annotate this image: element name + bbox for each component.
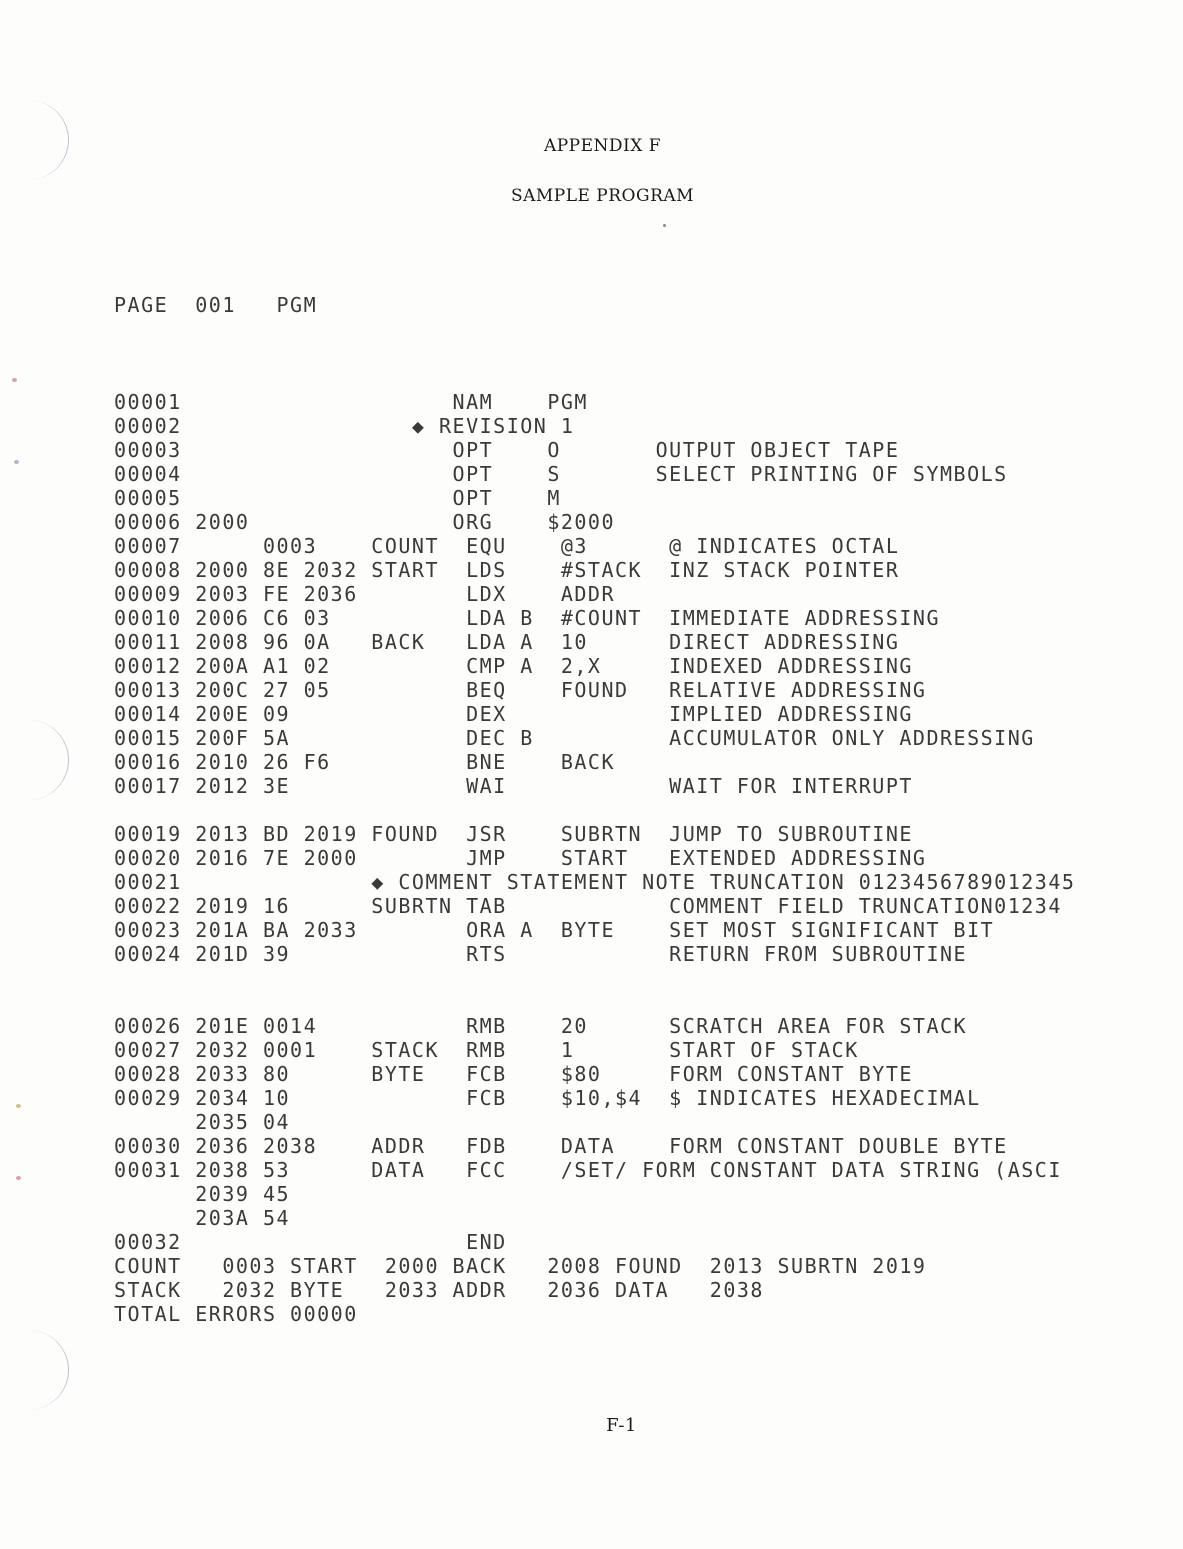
listing-line: 2035 04 <box>114 1110 291 1134</box>
listing-line <box>114 966 1075 990</box>
listing-line: 00014 200E 09 DEX IMPLIED ADDRESSING <box>114 702 913 726</box>
listing-line: 00021 ◆ COMMENT STATEMENT NOTE TRUNCATION 0123456789012345 <box>114 870 1076 894</box>
listing-line: 00020 2016 7E 2000 JMP START EXTENDED ADDRESSING <box>114 846 927 870</box>
punch-hole-middle <box>0 720 69 800</box>
listing-line: TOTAL ERRORS 00000 <box>114 1302 358 1326</box>
listing-line: 00028 2033 80 BYTE FCB $80 FORM CONSTANT BYTE <box>114 1062 913 1086</box>
listing-page-header: PAGE 001 PGM <box>114 293 318 317</box>
punch-hole-bottom <box>0 1330 69 1410</box>
listing-line <box>114 798 1075 822</box>
listing-line: STACK 2032 BYTE 2033 ADDR 2036 DATA 2038 <box>114 1278 764 1302</box>
listing-line <box>114 990 1075 1014</box>
margin-speck <box>12 378 17 382</box>
listing-line: 00023 201A BA 2033 ORA A BYTE SET MOST SIGNIFICANT BIT <box>114 918 995 942</box>
listing-line: 00015 200F 5A DEC B ACCUMULATOR ONLY ADDRESSING <box>114 726 1035 750</box>
listing-line: 00013 200C 27 05 BEQ FOUND RELATIVE ADDRESSING <box>114 678 927 702</box>
listing-line: 00002 ◆ REVISION 1 <box>114 414 575 438</box>
listing-line: 00001 NAM PGM <box>114 390 588 414</box>
listing-line: 00019 2013 BD 2019 FOUND JSR SUBRTN JUMP TO SUBROUTINE <box>114 822 913 846</box>
listing-line: 203A 54 <box>114 1206 291 1230</box>
listing-line: 00009 2003 FE 2036 LDX ADDR <box>114 582 616 606</box>
listing-line: 00004 OPT S SELECT PRINTING OF SYMBOLS <box>114 462 1008 486</box>
listing-line: 2039 45 <box>114 1182 291 1206</box>
listing-line: 00030 2036 2038 ADDR FDB DATA FORM CONSTANT DOUBLE BYTE <box>114 1134 1008 1158</box>
listing-line: 00024 201D 39 RTS RETURN FROM SUBROUTINE <box>114 942 968 966</box>
margin-speck <box>14 460 19 464</box>
listing-line: 00003 OPT O OUTPUT OBJECT TAPE <box>114 438 900 462</box>
listing-line: 00022 2019 16 SUBRTN TAB COMMENT FIELD TRUNCATION01234 <box>114 894 1062 918</box>
listing-line: 00026 201E 0014 RMB 20 SCRATCH AREA FOR STACK <box>114 1014 968 1038</box>
listing-line: 00031 2038 53 DATA FCC /SET/ FORM CONSTANT DATA STRING (ASCI <box>114 1158 1062 1182</box>
listing-line: 00029 2034 10 FCB $10,$4 $ INDICATES HEXADECIMAL <box>114 1086 981 1110</box>
listing-line: 00008 2000 8E 2032 START LDS #STACK INZ STACK POINTER <box>114 558 900 582</box>
listing-line: COUNT 0003 START 2000 BACK 2008 FOUND 2013 SUBRTN 2019 <box>114 1254 927 1278</box>
paper-speck <box>663 224 666 227</box>
listing-line: 00006 2000 ORG $2000 <box>114 510 616 534</box>
listing-line: 00016 2010 26 F6 BNE BACK <box>114 750 616 774</box>
appendix-heading: APPENDIX F <box>543 136 662 156</box>
page-number: F-1 <box>606 1415 637 1436</box>
listing-line: 00017 2012 3E WAI WAIT FOR INTERRUPT <box>114 774 913 798</box>
margin-speck <box>16 1176 21 1180</box>
listing-line: 00005 OPT M <box>114 486 561 510</box>
document-subtitle: SAMPLE PROGRAM <box>510 186 695 206</box>
listing-line: 00007 0003 COUNT EQU @3 @ INDICATES OCTAL <box>114 534 900 558</box>
listing-line: 00027 2032 0001 STACK RMB 1 START OF STACK <box>114 1038 859 1062</box>
listing-line: 00011 2008 96 0A BACK LDA A 10 DIRECT ADDRESSING <box>114 630 900 654</box>
margin-speck <box>16 1104 21 1108</box>
assembler-listing <box>114 390 1075 1326</box>
listing-line: 00010 2006 C6 03 LDA B #COUNT IMMEDIATE ADDRESSING <box>114 606 941 630</box>
listing-line: 00032 END <box>114 1230 507 1254</box>
listing-line: 00012 200A A1 02 CMP A 2,X INDEXED ADDRESSING <box>114 654 913 678</box>
